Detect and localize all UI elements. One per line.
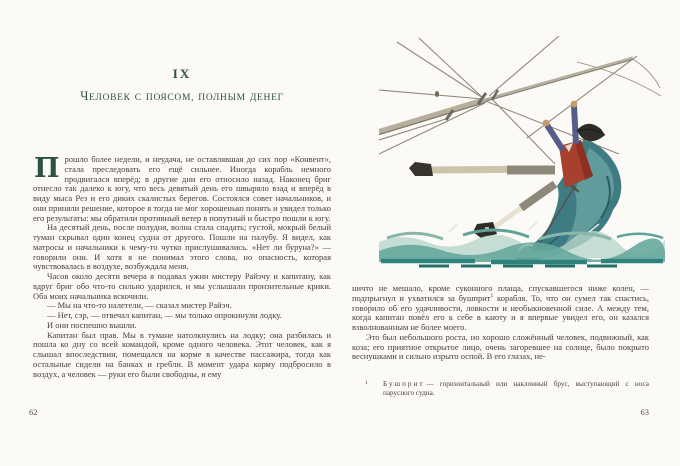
dialogue-line: — Нет, сэр, — отвечал капитан, — мы только опрокинули лодку. — [47, 310, 282, 320]
paragraph-with-dropcap — [33, 155, 331, 223]
footnote-reference: 1 — [490, 292, 494, 299]
illustration-man-hanging-from-bowsprit — [379, 36, 665, 271]
paragraph-text: рошло более недели, и неудача, не оставлявшая до сих пор «Конвент», стала преследовать его ещё сильнее. Иногда корабль немного продвигался вперёд; в другие дни его относило назад. Наконец бриг отнесло так далеко к югу, что весь девятый день его швыряло взад и вперёд в виду мыса Рез и его диких скалистых берегов. Состоялся совет начальников, и они приняли решение, которое я тогда не мог хорошенько понять и увидел только его результаты: мы обратили противный ветер в попутный и быстро пошли к югу. — [33, 154, 331, 223]
drop-cap-initial: П — [34, 153, 60, 184]
page-number-right: 63 — [640, 407, 649, 417]
body-text-right — [352, 284, 649, 362]
paragraph-with-footnote-ref — [352, 284, 649, 333]
footnote-text: — горизонтальный или наклонный брус, выступающий с носа парусного судна. — [383, 380, 649, 398]
chapter-heading — [33, 66, 331, 104]
chapter-title: ЧЕЛОВЕК С ПОЯСОМ, ПОЛНЫМ ДЕНЕГ — [80, 89, 284, 103]
paragraph-text: Капитан был прав. Мы в тумане натолкнулись на лодку; она разбилась и пошла ко дну со всей командой, кроме одного человека. Этот человек, как я слышал впоследствии, помещался на корме в качестве пассажира, тогда как остальные сидели на банках и гребли. В момент удара корму подбросило в воздух, а человек — руки его были свободны, и ему — [33, 329, 331, 379]
dialogue-line: — Мы на что-то налетели, — сказал мистер Райэч. — [47, 300, 232, 311]
paragraph-text: корабля. То, что он сумел так спастись, говорило об его удачливости, ловкости и необыкновенной силе. А между тем, когда капитан повёл его к себе в каюту и я впервые увидел его, он казался взволнованным не более моего. — [352, 292, 649, 332]
footnote-marker: 1 — [365, 380, 368, 386]
chapter-number: IX — [172, 66, 192, 81]
paragraph-text: И они поспешно вышли. — [47, 319, 137, 330]
page-number-left: 62 — [29, 407, 38, 417]
paragraph-text: Это был небольшого роста, но хорошо сложённый человек, подвижный, как коза; его приятное открытое лицо, очень загоревшее на солнце, было покрыто веснушками и сильно изрыто оспой. В его глазах, не- — [352, 331, 649, 362]
paragraph-text: Часов около десяти вечера я подавал ужин мистеру Райэчу и капитану, как вдруг бриг обо что-то сильно ударился, и мы услышали пронзительные крики. Оба моих начальника вскочили. — [33, 271, 331, 301]
paragraph-text: ничто не мешало, кроме суконного плаща, спускавшегося ниже колен, — подпрыгнул и ухватился за бушприт — [352, 283, 649, 303]
body-text-left — [33, 155, 331, 379]
footnote — [352, 380, 649, 398]
paragraph-text: На десятый день, после полудня, волна стала спадать; густой, мокрый белый туман скрывал один конец судна от другого. Пошли на палубу. Я видел, как матросы и начальники к чему-то чутко прислушивались. «Нет ли буруна?» — говорили они. И хотя я не понимал этого слова, но опасность, которая чувствовалась в воздухе, возбуждала меня. — [33, 222, 331, 272]
footnote-term: Бушприт — [383, 380, 425, 388]
